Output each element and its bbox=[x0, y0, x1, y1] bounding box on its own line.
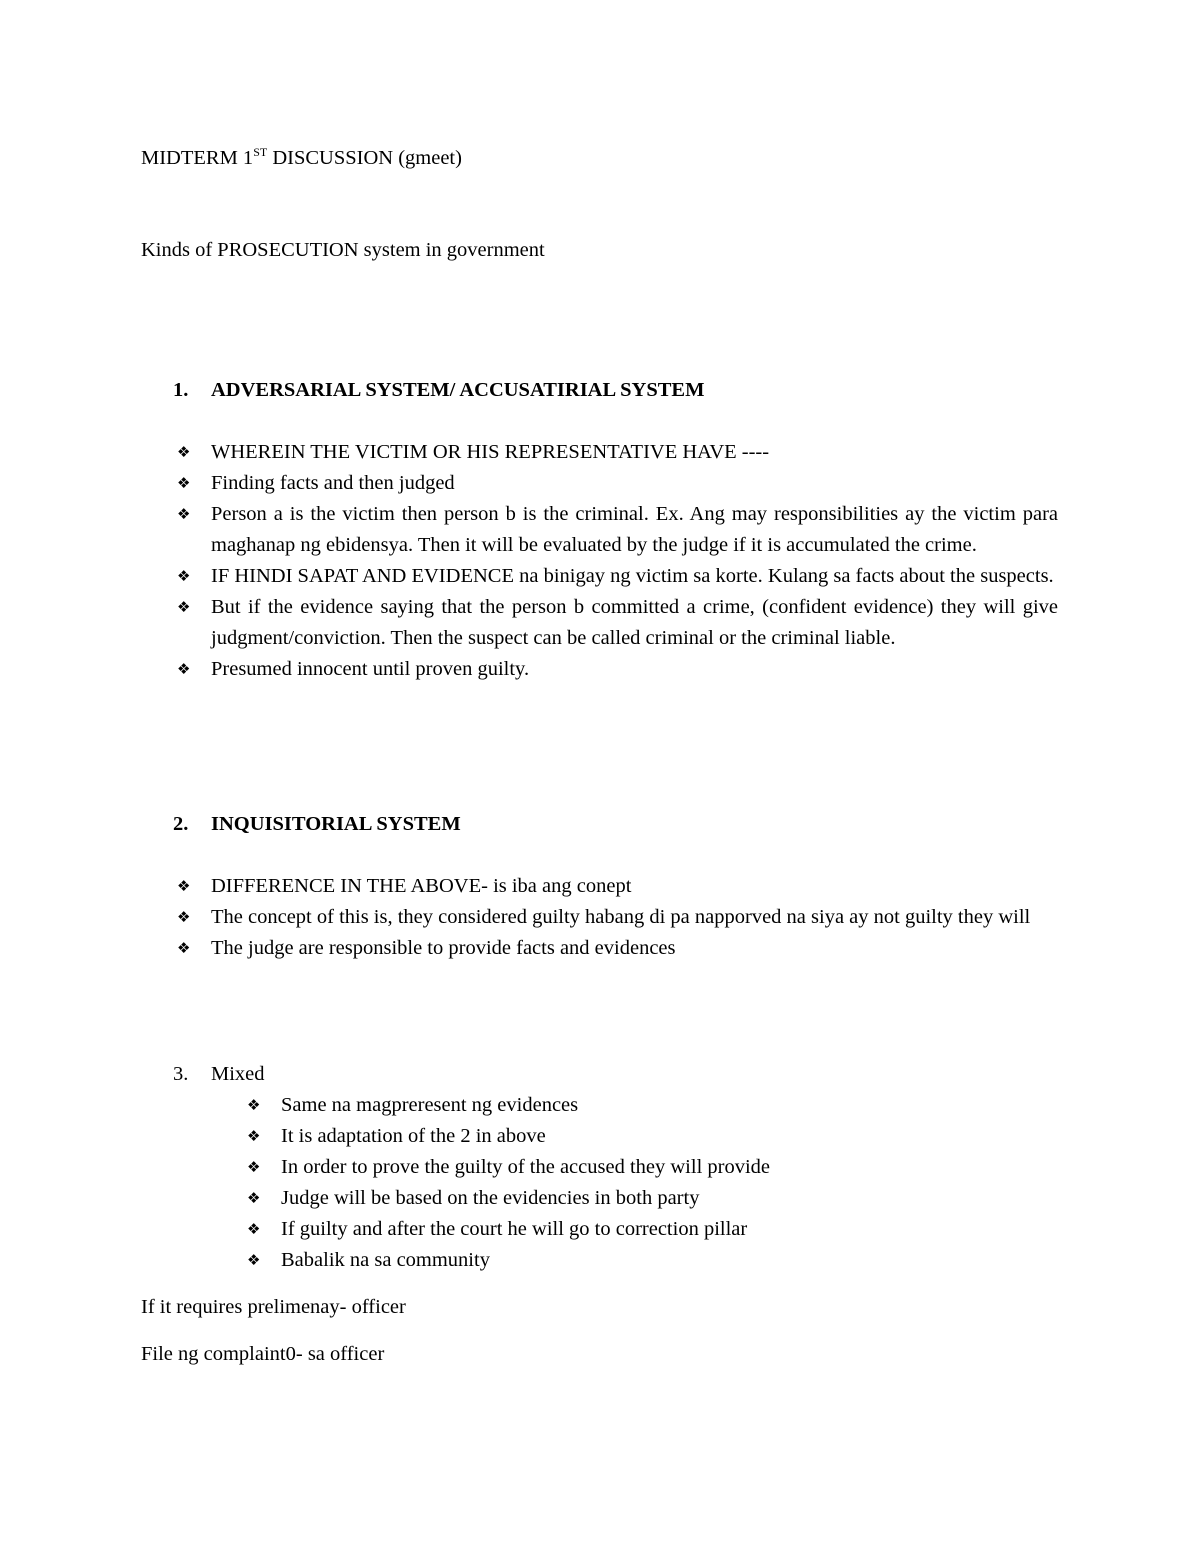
list-item: ❖ The concept of this is, they considered guilty habang di pa napporved na siya ay not guilty they will bbox=[177, 902, 1058, 933]
list-item: ❖ WHEREIN THE VICTIM OR HIS REPRESENTATIVE HAVE ---- bbox=[177, 437, 1058, 468]
list-item: ❖ Same na magpreresent ng evidences bbox=[247, 1090, 1058, 1121]
list-item: ❖ Presumed innocent until proven guilty. bbox=[177, 654, 1058, 685]
subtitle: Kinds of PROSECUTION system in government bbox=[141, 239, 545, 261]
diamond-bullet-icon: ❖ bbox=[177, 908, 191, 926]
section-heading-2 bbox=[173, 809, 461, 840]
list-item: ❖ In order to prove the guilty of the accused they will provide bbox=[247, 1152, 1058, 1183]
section-title: INQUISITORIAL SYSTEM bbox=[211, 813, 461, 835]
section-title: ADVERSARIAL SYSTEM/ ACCUSATIRIAL SYSTEM bbox=[211, 379, 705, 401]
diamond-bullet-icon: ❖ bbox=[177, 443, 191, 461]
diamond-bullet-icon: ❖ bbox=[177, 660, 191, 678]
list-item: ❖ DIFFERENCE IN THE ABOVE- is iba ang conept bbox=[177, 871, 1058, 902]
page-title bbox=[141, 143, 462, 176]
diamond-bullet-icon: ❖ bbox=[177, 567, 191, 585]
section-number: 3. bbox=[173, 1063, 189, 1085]
list-item: ❖ Person a is the victim then person b is the criminal. Ex. Ang may responsibilities ay the victim para maghanap ng ebidensya. Then it will be evaluated by the judge if it is accumulated the crime. bbox=[177, 499, 1058, 561]
title-superscript: ST bbox=[253, 145, 268, 159]
diamond-bullet-icon: ❖ bbox=[247, 1220, 261, 1238]
list-item: ❖ Babalik na sa community bbox=[247, 1245, 1058, 1276]
diamond-bullet-icon: ❖ bbox=[177, 598, 191, 616]
diamond-bullet-icon: ❖ bbox=[247, 1127, 261, 1145]
diamond-bullet-icon: ❖ bbox=[177, 505, 191, 523]
footer-line-1: If it requires prelimenay- officer bbox=[141, 1296, 406, 1318]
bullet-list-3 bbox=[247, 1090, 1058, 1276]
diamond-bullet-icon: ❖ bbox=[177, 474, 191, 492]
diamond-bullet-icon: ❖ bbox=[247, 1096, 261, 1114]
diamond-bullet-icon: ❖ bbox=[177, 939, 191, 957]
list-item: ❖ It is adaptation of the 2 in above bbox=[247, 1121, 1058, 1152]
title-suffix: DISCUSSION (gmeet) bbox=[267, 147, 462, 169]
list-item: ❖ The judge are responsible to provide facts and evidences bbox=[177, 933, 1058, 964]
bullet-list-1 bbox=[177, 437, 1058, 685]
diamond-bullet-icon: ❖ bbox=[247, 1189, 261, 1207]
section-number: 2. bbox=[173, 813, 189, 835]
list-item: ❖ But if the evidence saying that the person b committed a crime, (confident evidence) they will give judgment/conviction. Then the suspect can be called criminal or the criminal liable. bbox=[177, 592, 1058, 654]
diamond-bullet-icon: ❖ bbox=[247, 1251, 261, 1269]
section-number: 1. bbox=[173, 379, 189, 401]
section-heading-3 bbox=[173, 1059, 265, 1090]
footer-line-2: File ng complaint0- sa officer bbox=[141, 1343, 385, 1365]
bullet-list-2 bbox=[177, 871, 1058, 964]
section-heading-1 bbox=[173, 375, 704, 406]
list-item: ❖ Judge will be based on the evidencies in both party bbox=[247, 1183, 1058, 1214]
list-item: ❖ If guilty and after the court he will go to correction pillar bbox=[247, 1214, 1058, 1245]
diamond-bullet-icon: ❖ bbox=[247, 1158, 261, 1176]
title-prefix: MIDTERM 1 bbox=[141, 147, 254, 169]
section-title: Mixed bbox=[211, 1063, 265, 1085]
diamond-bullet-icon: ❖ bbox=[177, 877, 191, 895]
list-item: ❖ IF HINDI SAPAT AND EVIDENCE na binigay ng victim sa korte. Kulang sa facts about the suspects. bbox=[177, 561, 1058, 592]
list-item: ❖ Finding facts and then judged bbox=[177, 468, 1058, 499]
